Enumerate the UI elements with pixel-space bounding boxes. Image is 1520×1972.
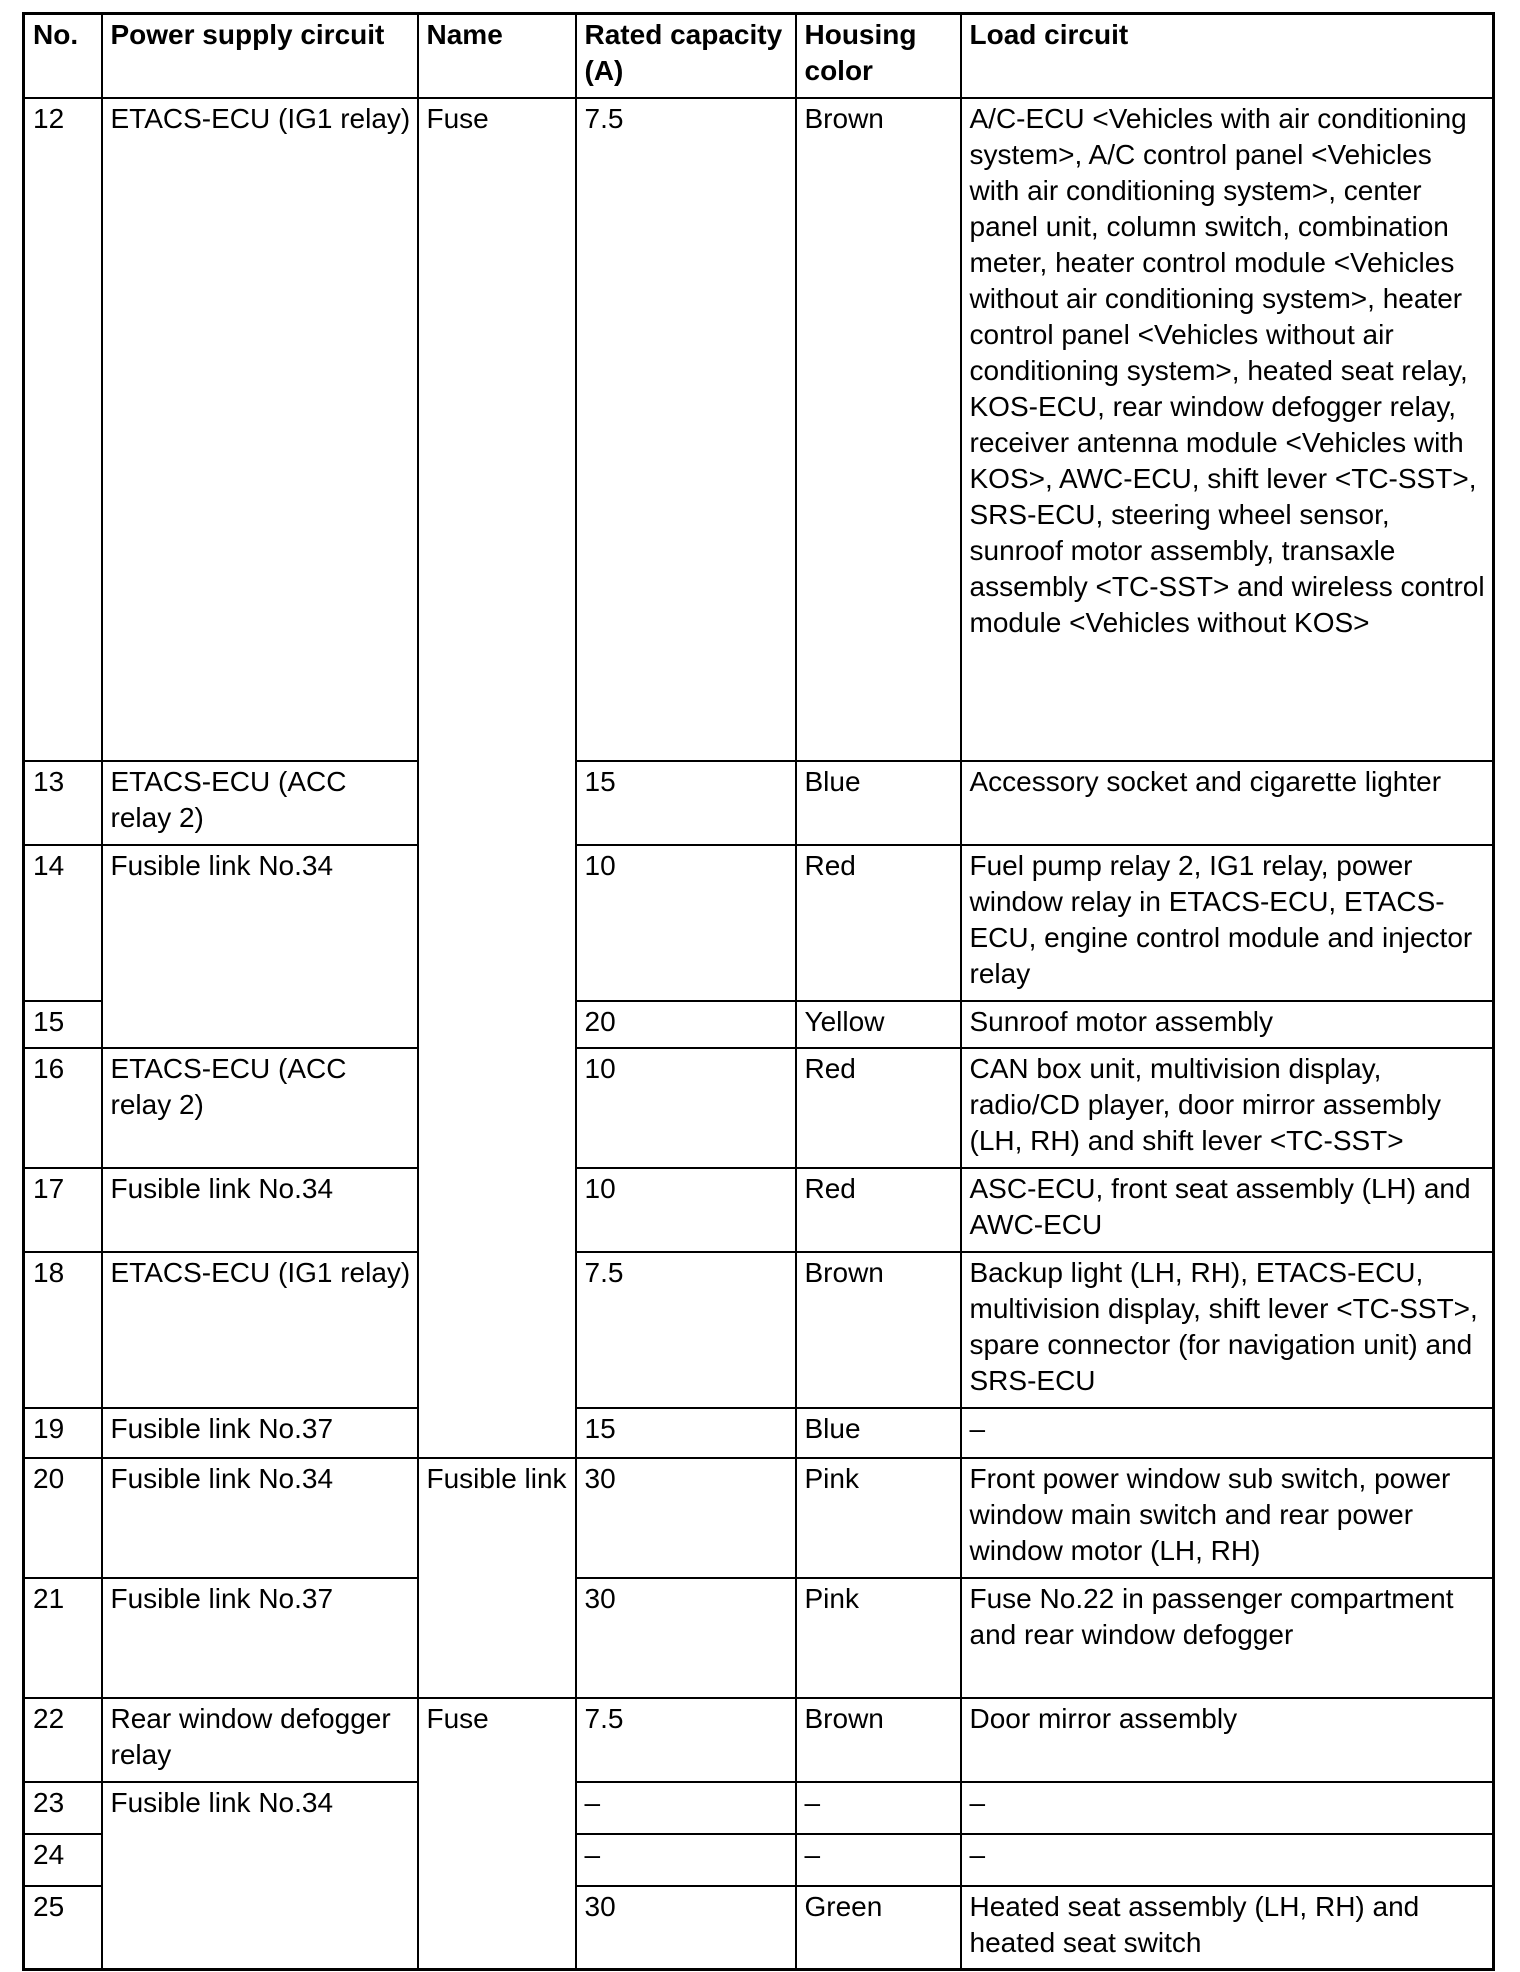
cell-power-supply-circuit: Fusible link No.34	[102, 1458, 418, 1578]
table-row	[24, 1252, 1494, 1408]
table-row	[24, 1782, 1494, 1834]
table-row	[24, 98, 1494, 761]
header-rated-capacity: Rated capacity (A)	[576, 14, 796, 98]
cell-housing-color: Pink	[796, 1578, 961, 1698]
cell-housing-color: Blue	[796, 1408, 961, 1458]
cell-load-circuit: Front power window sub switch, power window main switch and rear power window motor (LH, RH)	[961, 1458, 1494, 1578]
cell-housing-color: –	[796, 1834, 961, 1886]
cell-housing-color: Green	[796, 1886, 961, 1970]
cell-rated-capacity: –	[576, 1782, 796, 1834]
cell-rated-capacity: 7.5	[576, 1698, 796, 1782]
cell-load-circuit: CAN box unit, multivision display, radio/CD player, door mirror assembly (LH, RH) and shift lever <TC-SST>	[961, 1048, 1494, 1168]
cell-no: 14	[24, 845, 102, 1001]
cell-rated-capacity: 30	[576, 1886, 796, 1970]
cell-housing-color: Red	[796, 845, 961, 1001]
cell-rated-capacity: 10	[576, 1168, 796, 1252]
cell-housing-color: Red	[796, 1168, 961, 1252]
cell-load-circuit: Heated seat assembly (LH, RH) and heated seat switch	[961, 1886, 1494, 1970]
cell-no: 12	[24, 98, 102, 761]
cell-load-circuit: A/C-ECU <Vehicles with air conditioning system>, A/C control panel <Vehicles with air conditioning system>, center panel unit, column switch, combination meter, heater control module <Vehicles without air conditioning system>, heater control panel <Vehicles without air conditioning system>, heated seat relay, KOS-ECU, rear window defogger relay, receiver antenna module <Vehicles with KOS>, AWC-ECU, shift lever <TC-SST>, SRS-ECU, steering wheel sensor, sunroof motor assembly, transaxle assembly <TC-SST> and wireless control module <Vehicles without KOS>	[961, 98, 1494, 761]
cell-housing-color: Brown	[796, 1698, 961, 1782]
cell-rated-capacity: 7.5	[576, 98, 796, 761]
cell-power-supply-circuit: ETACS-ECU (ACC relay 2)	[102, 761, 418, 845]
cell-load-circuit: Accessory socket and cigarette lighter	[961, 761, 1494, 845]
cell-name: Fuse	[418, 1698, 576, 1970]
table-row	[24, 1698, 1494, 1782]
cell-name: Fusible link	[418, 1458, 576, 1698]
cell-rated-capacity: 30	[576, 1578, 796, 1698]
header-load-circuit: Load circuit	[961, 14, 1494, 98]
table-row	[24, 1408, 1494, 1458]
cell-load-circuit: Door mirror assembly	[961, 1698, 1494, 1782]
cell-rated-capacity: 15	[576, 1408, 796, 1458]
table-row	[24, 1168, 1494, 1252]
header-housing-color: Housing color	[796, 14, 961, 98]
cell-no: 17	[24, 1168, 102, 1252]
cell-load-circuit: –	[961, 1782, 1494, 1834]
fuse-table	[22, 12, 1495, 1971]
cell-rated-capacity: –	[576, 1834, 796, 1886]
cell-housing-color: Yellow	[796, 1001, 961, 1048]
cell-load-circuit: Fuel pump relay 2, IG1 relay, power window relay in ETACS-ECU, ETACS-ECU, engine control module and injector relay	[961, 845, 1494, 1001]
cell-no: 23	[24, 1782, 102, 1834]
cell-power-supply-circuit: ETACS-ECU (ACC relay 2)	[102, 1048, 418, 1168]
cell-no: 25	[24, 1886, 102, 1970]
header-name: Name	[418, 14, 576, 98]
cell-rated-capacity: 10	[576, 1048, 796, 1168]
cell-power-supply-circuit: Fusible link No.37	[102, 1408, 418, 1458]
cell-power-supply-circuit: ETACS-ECU (IG1 relay)	[102, 98, 418, 761]
cell-load-circuit: Fuse No.22 in passenger compartment and rear window defogger	[961, 1578, 1494, 1698]
cell-rated-capacity: 30	[576, 1458, 796, 1578]
cell-rated-capacity: 7.5	[576, 1252, 796, 1408]
cell-name: Fuse	[418, 98, 576, 1458]
table-row	[24, 761, 1494, 845]
cell-no: 24	[24, 1834, 102, 1886]
cell-load-circuit: Sunroof motor assembly	[961, 1001, 1494, 1048]
cell-housing-color: Blue	[796, 761, 961, 845]
table-row	[24, 845, 1494, 1001]
cell-load-circuit: Backup light (LH, RH), ETACS-ECU, multivision display, shift lever <TC-SST>, spare connector (for navigation unit) and SRS-ECU	[961, 1252, 1494, 1408]
cell-power-supply-circuit: Fusible link No.34	[102, 845, 418, 1048]
cell-no: 18	[24, 1252, 102, 1408]
table-row	[24, 1048, 1494, 1168]
cell-housing-color: Red	[796, 1048, 961, 1168]
header-no: No.	[24, 14, 102, 98]
cell-no: 16	[24, 1048, 102, 1168]
cell-no: 21	[24, 1578, 102, 1698]
cell-rated-capacity: 10	[576, 845, 796, 1001]
table-row	[24, 1458, 1494, 1578]
cell-load-circuit: ASC-ECU, front seat assembly (LH) and AWC-ECU	[961, 1168, 1494, 1252]
cell-load-circuit: –	[961, 1408, 1494, 1458]
cell-no: 15	[24, 1001, 102, 1048]
cell-load-circuit: –	[961, 1834, 1494, 1886]
cell-housing-color: Brown	[796, 98, 961, 761]
cell-power-supply-circuit: Rear window defogger relay	[102, 1698, 418, 1782]
cell-power-supply-circuit: Fusible link No.37	[102, 1578, 418, 1698]
cell-housing-color: Pink	[796, 1458, 961, 1578]
table-row	[24, 1578, 1494, 1698]
cell-housing-color: Brown	[796, 1252, 961, 1408]
cell-power-supply-circuit: Fusible link No.34	[102, 1168, 418, 1252]
cell-power-supply-circuit: ETACS-ECU (IG1 relay)	[102, 1252, 418, 1408]
header-power-supply-circuit: Power supply circuit	[102, 14, 418, 98]
cell-no: 19	[24, 1408, 102, 1458]
cell-no: 13	[24, 761, 102, 845]
cell-power-supply-circuit: Fusible link No.34	[102, 1782, 418, 1970]
cell-housing-color: –	[796, 1782, 961, 1834]
header-row	[24, 14, 1494, 98]
cell-rated-capacity: 20	[576, 1001, 796, 1048]
cell-no: 22	[24, 1698, 102, 1782]
cell-rated-capacity: 15	[576, 761, 796, 845]
cell-no: 20	[24, 1458, 102, 1578]
fuse-table-sheet	[22, 12, 1492, 1971]
